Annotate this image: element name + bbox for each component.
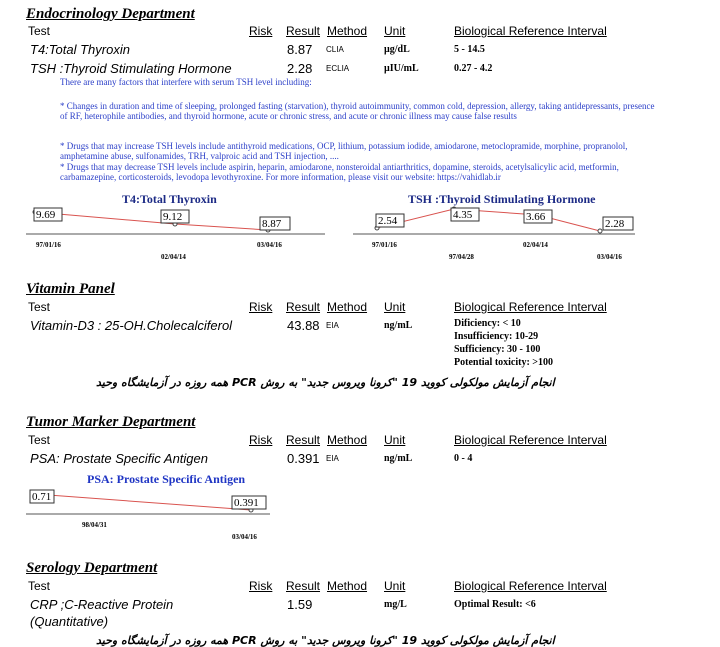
tsh-point <box>598 229 602 233</box>
crp-unit: mg/L <box>384 599 407 610</box>
crp-result: 1.59 <box>287 597 313 612</box>
col-result-header: Result <box>286 579 321 593</box>
t4-data-label: 9.12 <box>163 211 183 223</box>
t4-series-line <box>35 212 268 230</box>
col-risk-header: Risk <box>249 579 273 593</box>
psa-test-name: PSA: Prostate Specific Antigen <box>30 451 209 466</box>
col-result-header: Result <box>286 24 321 38</box>
covid-pcr-notice: انجام آزمایش مولکولی کووید 19 "کرونا ویروس جدید" به روش PCR همه روزه در آزمایشگاه وحید <box>96 376 555 389</box>
tsh-data-label: 2.54 <box>378 215 398 227</box>
col-risk-header: Risk <box>249 300 273 314</box>
t4-chart-title: T4:Total Thyroxin <box>122 192 217 206</box>
col-result-header: Result <box>286 433 321 447</box>
col-unit-header: Unit <box>384 24 406 38</box>
tsh-x-tick: 97/01/16 <box>372 241 397 249</box>
col-method-header: Method <box>327 24 368 38</box>
tsh-result: 2.28 <box>287 61 313 76</box>
col-unit-header: Unit <box>384 433 406 447</box>
tsh-series-line <box>377 209 600 231</box>
vitd-unit: ng/mL <box>384 320 413 331</box>
covid-pcr-notice: انجام آزمایش مولکولی کووید 19 "کرونا ویروس جدید" به روش PCR همه روزه در آزمایشگاه وحید <box>96 634 555 647</box>
col-test-header: Test <box>28 300 51 314</box>
tsh-data-label: 4.35 <box>453 209 473 221</box>
crp-test-name: CRP ;C-Reactive Protein <box>30 597 174 612</box>
col-risk-header: Risk <box>249 433 273 447</box>
t4-data-label: 9.69 <box>36 209 56 221</box>
psa-result: 0.391 <box>287 451 320 466</box>
vitd-ref-line: Potential toxicity: >100 <box>454 357 554 368</box>
vitd-method: EIA <box>326 321 339 330</box>
vitd-result: 43.88 <box>287 318 320 333</box>
t4-x-tick: 02/04/14 <box>161 253 186 261</box>
psa-x-tick: 98/04/31 <box>82 521 107 529</box>
col-ref-header: Biological Reference Interval <box>454 24 607 38</box>
col-method-header: Method <box>327 579 368 593</box>
t4-test-name: T4:Total Thyroxin <box>30 42 130 57</box>
t4-reference: 5 - 14.5 <box>454 44 485 55</box>
col-method-header: Method <box>327 433 368 447</box>
col-test-header: Test <box>28 433 51 447</box>
t4-x-tick: 03/04/16 <box>257 241 282 249</box>
tsh-test-name: TSH :Thyroid Stimulating Hormone <box>30 61 232 76</box>
psa-data-label: 0.391 <box>234 497 259 509</box>
crp-reference: Optimal Result: <6 <box>454 599 536 610</box>
psa-x-tick: 03/04/16 <box>232 533 257 541</box>
vitd-test-name: Vitamin-D3 : 25-OH.Cholecalciferol <box>30 318 233 333</box>
t4-chart <box>25 206 330 264</box>
tsh-note-2: * Drugs that may increase TSH levels include antithyroid medications, OCP, lithium, potassium iodide, amiodarone, metoclopramide, morphine, propranolol, amphetamine abuse, sulfonamides, TRH, valproic acid and TSH injection, .... <box>60 141 628 161</box>
tsh-data-label: 3.66 <box>526 211 546 223</box>
crp-test-qualifier: (Quantitative) <box>30 614 109 629</box>
tsh-chart-title: TSH :Thyroid Stimulating Hormone <box>408 192 596 206</box>
tumor-marker-title: Tumor Marker Department <box>26 414 196 430</box>
col-unit-header: Unit <box>384 300 406 314</box>
t4-x-tick: 97/01/16 <box>36 241 61 249</box>
psa-series-line <box>35 494 251 510</box>
col-test-header: Test <box>28 24 51 38</box>
vitd-ref-line: Dificiency: < 10 <box>454 318 521 329</box>
psa-reference: 0 - 4 <box>454 453 473 464</box>
col-test-header: Test <box>28 579 51 593</box>
col-ref-header: Biological Reference Interval <box>454 300 607 314</box>
serology-title: Serology Department <box>26 560 158 576</box>
vitd-ref-line: Sufficiency: 30 - 100 <box>454 344 541 355</box>
tsh-chart <box>352 206 642 264</box>
t4-unit: µg/dL <box>384 44 410 55</box>
psa-chart <box>25 486 275 544</box>
t4-data-label: 8.87 <box>262 218 282 230</box>
tsh-unit: µIU/mL <box>384 63 419 74</box>
tsh-x-tick: 97/04/28 <box>449 253 474 261</box>
col-ref-header: Biological Reference Interval <box>454 579 607 593</box>
col-unit-header: Unit <box>384 579 406 593</box>
t4-result: 8.87 <box>287 42 313 57</box>
tsh-reference: 0.27 - 4.2 <box>454 63 493 74</box>
vitd-ref-line: Insufficiency: 10-29 <box>454 331 539 342</box>
col-ref-header: Biological Reference Interval <box>454 433 607 447</box>
vitamin-title: Vitamin Panel <box>26 281 115 297</box>
col-result-header: Result <box>286 300 321 314</box>
tsh-x-tick: 03/04/16 <box>597 253 622 261</box>
tsh-data-label: 2.28 <box>605 218 625 230</box>
psa-unit: ng/mL <box>384 453 413 464</box>
t4-method: CLIA <box>326 45 344 54</box>
tsh-method: ECLIA <box>326 64 350 73</box>
endocrinology-title: Endocrinology Department <box>26 6 195 22</box>
col-method-header: Method <box>327 300 368 314</box>
tsh-note-intro: There are many factors that interfere with serum TSH level including: <box>60 77 312 87</box>
tsh-x-tick: 02/04/14 <box>523 241 548 249</box>
tsh-note-1: * Changes in duration and time of sleeping, prolonged fasting (starvation), thyroid autoimmunity, common cold, depression, allergy, taking antidepressants, presence of RF, heterophile antibodies, and thyroid hormone, acute or chronic stress, and acute or chronic illness may cause false results <box>60 101 655 121</box>
psa-chart-title: PSA: Prostate Specific Antigen <box>87 472 246 486</box>
tsh-note-3: * Drugs that may decrease TSH levels include aspirin, heparin, amiodarone, nonsteroidal antiarthritics, dopamine, steroids, acetylsalicylic acid, metformin, carbamazepine, corticosteroids, levodopa levothyroxine. For more information, please visit our website: https://vahidlab.ir <box>60 162 619 182</box>
col-risk-header: Risk <box>249 24 273 38</box>
psa-data-label: 0.71 <box>32 491 52 503</box>
psa-method: EIA <box>326 454 339 463</box>
